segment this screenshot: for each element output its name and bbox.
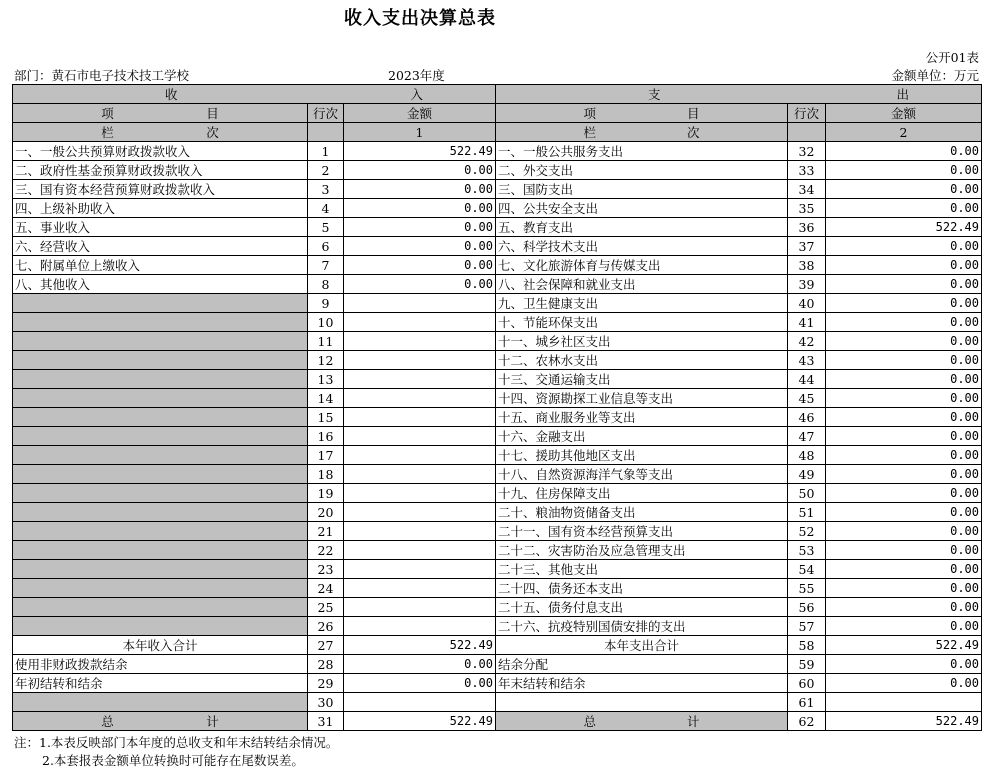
expense-amount: 0.00 — [826, 332, 982, 351]
expense-item-label: 六、科学技术支出 — [496, 237, 788, 256]
expense-item-label: 二十二、灾害防治及应急管理支出 — [496, 541, 788, 560]
expense-item-label: 二十五、债务付息支出 — [496, 598, 788, 617]
income-row-number: 7 — [308, 256, 344, 275]
table-row — [13, 427, 982, 446]
unit-label: 金额单位：万元 — [891, 68, 979, 83]
expense-item-label: 二十六、抗疫特别国债安排的支出 — [496, 617, 788, 636]
income-item-label — [13, 693, 308, 712]
income-amount — [344, 693, 496, 712]
form-number: 公开01表 — [925, 50, 979, 65]
income-item-label — [13, 427, 308, 446]
income-row-number: 11 — [308, 332, 344, 351]
year-total-row — [13, 636, 982, 655]
table-row — [13, 655, 982, 674]
income-row-number: 12 — [308, 351, 344, 370]
expense-grand-total-amount: 522.49 — [826, 712, 982, 731]
table-row — [13, 199, 982, 218]
total-char-1: 总 — [583, 713, 596, 729]
table-row — [13, 674, 982, 693]
expense-row-number: 50 — [788, 484, 826, 503]
income-amount — [344, 541, 496, 560]
expense-item-label: 十七、援助其他地区支出 — [496, 446, 788, 465]
income-row-number: 5 — [308, 218, 344, 237]
income-expense-table — [12, 84, 982, 731]
table-row — [13, 332, 982, 351]
expense-row-number: 32 — [788, 142, 826, 161]
income-amount — [344, 579, 496, 598]
income-row-number: 8 — [308, 275, 344, 294]
expense-amount: 0.00 — [826, 408, 982, 427]
table-row — [13, 161, 982, 180]
income-row-number: 20 — [308, 503, 344, 522]
expense-row-number: 45 — [788, 389, 826, 408]
expense-amount: 0.00 — [826, 256, 982, 275]
income-item-label — [13, 313, 308, 332]
income-amount — [344, 503, 496, 522]
expense-amount — [826, 693, 982, 712]
income-amount: 522.49 — [344, 142, 496, 161]
income-amount — [344, 484, 496, 503]
income-item-label — [13, 389, 308, 408]
expense-row-number: 35 — [788, 199, 826, 218]
table-row — [13, 218, 982, 237]
expense-row-number: 40 — [788, 294, 826, 313]
table-row — [13, 142, 982, 161]
income-item-label — [13, 503, 308, 522]
income-item-label: 年初结转和结余 — [13, 674, 308, 693]
income-section-header — [13, 85, 496, 104]
income-item-label: 五、事业收入 — [13, 218, 308, 237]
expense-row-number: 42 — [788, 332, 826, 351]
expense-item-label — [496, 693, 788, 712]
income-row-number: 23 — [308, 560, 344, 579]
expense-item-label: 十六、金融支出 — [496, 427, 788, 446]
income-total-row-number: 27 — [308, 636, 344, 655]
income-amount: 0.00 — [344, 674, 496, 693]
expense-amount: 0.00 — [826, 541, 982, 560]
table-row — [13, 560, 982, 579]
expense-total-label: 本年支出合计 — [496, 636, 788, 655]
table-row — [13, 484, 982, 503]
income-item-label — [13, 465, 308, 484]
expense-amount: 0.00 — [826, 389, 982, 408]
expense-row-number: 37 — [788, 237, 826, 256]
expense-item-label: 十四、资源勘探工业信息等支出 — [496, 389, 788, 408]
expense-col-number: 2 — [826, 123, 982, 142]
table-row — [13, 408, 982, 427]
expense-amount: 0.00 — [826, 199, 982, 218]
expense-row-number: 59 — [788, 655, 826, 674]
income-row-number: 17 — [308, 446, 344, 465]
expense-item-label: 十五、商业服务业等支出 — [496, 408, 788, 427]
income-row-number: 1 — [308, 142, 344, 161]
expense-amount: 0.00 — [826, 427, 982, 446]
item-head-char-1: 项 — [101, 105, 114, 121]
income-item-label: 三、国有资本经营预算财政拨款收入 — [13, 180, 308, 199]
income-item-label — [13, 408, 308, 427]
expense-amount: 0.00 — [826, 446, 982, 465]
expense-amount: 0.00 — [826, 465, 982, 484]
expense-item-label: 十、节能环保支出 — [496, 313, 788, 332]
expense-amount: 0.00 — [826, 598, 982, 617]
expense-amount: 0.00 — [826, 674, 982, 693]
expense-item-label: 二十四、债务还本支出 — [496, 579, 788, 598]
expense-row-number: 48 — [788, 446, 826, 465]
income-row-number: 2 — [308, 161, 344, 180]
item-head-char-2: 目 — [686, 105, 700, 121]
expense-section-header — [496, 85, 982, 104]
expense-item-label: 二十一、国有资本经营预算支出 — [496, 522, 788, 541]
income-amount: 0.00 — [344, 237, 496, 256]
income-row-number: 15 — [308, 408, 344, 427]
income-item-label — [13, 484, 308, 503]
note-line-1: 注：1.本表反映部门本年度的总收支和年末结转结余情况。 — [14, 735, 339, 750]
expense-row-number: 60 — [788, 674, 826, 693]
lanci-char-2: 次 — [206, 124, 219, 140]
income-amount — [344, 370, 496, 389]
income-item-label — [13, 332, 308, 351]
expense-amount: 0.00 — [826, 579, 982, 598]
table-row — [13, 389, 982, 408]
expense-amount: 0.00 — [826, 351, 982, 370]
expense-item-label: 八、社会保障和就业支出 — [496, 275, 788, 294]
expense-item-label: 十二、农林水支出 — [496, 351, 788, 370]
expense-item-label: 三、国防支出 — [496, 180, 788, 199]
expense-head-char-2: 出 — [896, 86, 909, 102]
income-item-label — [13, 294, 308, 313]
expense-row-number: 34 — [788, 180, 826, 199]
expense-amount: 0.00 — [826, 294, 982, 313]
table-row — [13, 693, 982, 712]
income-row-number: 9 — [308, 294, 344, 313]
income-grand-total-amount: 522.49 — [344, 712, 496, 731]
income-grand-total-label — [13, 712, 308, 731]
lanci-char-2: 次 — [686, 124, 700, 140]
expense-row-number: 33 — [788, 161, 826, 180]
header-row-lanci — [13, 123, 982, 142]
table-row — [13, 465, 982, 484]
income-grand-total-row-number: 31 — [308, 712, 344, 731]
expense-row-number: 36 — [788, 218, 826, 237]
expense-amount: 0.00 — [826, 655, 982, 674]
expense-amount: 522.49 — [826, 218, 982, 237]
income-item-label — [13, 370, 308, 389]
income-amount: 0.00 — [344, 655, 496, 674]
expense-row-number: 39 — [788, 275, 826, 294]
expense-item-label: 十九、住房保障支出 — [496, 484, 788, 503]
expense-row-number: 57 — [788, 617, 826, 636]
income-total-label: 本年收入合计 — [13, 636, 308, 655]
table-row — [13, 617, 982, 636]
expense-amount: 0.00 — [826, 484, 982, 503]
expense-head-char-1: 支 — [648, 86, 661, 102]
expense-item-label: 十八、自然资源海洋气象等支出 — [496, 465, 788, 484]
item-head-char-2: 目 — [206, 105, 219, 121]
expense-amount: 0.00 — [826, 370, 982, 389]
income-row-number: 3 — [308, 180, 344, 199]
table-row — [13, 503, 982, 522]
expense-amount: 0.00 — [826, 142, 982, 161]
expense-item-label: 十三、交通运输支出 — [496, 370, 788, 389]
income-amount: 0.00 — [344, 218, 496, 237]
total-char-2: 计 — [686, 713, 700, 729]
table-row — [13, 237, 982, 256]
income-item-label: 六、经营收入 — [13, 237, 308, 256]
income-amount — [344, 313, 496, 332]
income-row-number: 24 — [308, 579, 344, 598]
income-amount — [344, 465, 496, 484]
table-row — [13, 522, 982, 541]
income-lanci-header — [13, 123, 308, 142]
year-label: 2023年度 — [388, 68, 445, 83]
expense-item-label: 一、一般公共服务支出 — [496, 142, 788, 161]
expense-amount: 0.00 — [826, 617, 982, 636]
income-head-char-2: 入 — [410, 86, 423, 102]
income-item-label — [13, 351, 308, 370]
table-row — [13, 370, 982, 389]
income-amount — [344, 427, 496, 446]
table-row — [13, 180, 982, 199]
income-row-number: 6 — [308, 237, 344, 256]
income-row-number: 30 — [308, 693, 344, 712]
table-row — [13, 446, 982, 465]
income-amount — [344, 446, 496, 465]
income-total-amount: 522.49 — [344, 636, 496, 655]
table-row — [13, 294, 982, 313]
expense-row-number: 43 — [788, 351, 826, 370]
income-item-label — [13, 541, 308, 560]
expense-item-header — [496, 104, 788, 123]
income-amount: 0.00 — [344, 161, 496, 180]
income-item-label: 使用非财政拨款结余 — [13, 655, 308, 674]
income-row-number: 29 — [308, 674, 344, 693]
income-row-number: 22 — [308, 541, 344, 560]
income-amount — [344, 598, 496, 617]
expense-row-number: 47 — [788, 427, 826, 446]
income-amount: 0.00 — [344, 275, 496, 294]
expense-amount: 0.00 — [826, 560, 982, 579]
page-title: 收入支出决算总表 — [344, 8, 496, 29]
header-row-columns — [13, 104, 982, 123]
expense-row-number: 56 — [788, 598, 826, 617]
table-body — [13, 85, 982, 731]
expense-grand-total-row-number: 62 — [788, 712, 826, 731]
expense-total-amount: 522.49 — [826, 636, 982, 655]
grand-total-row — [13, 712, 982, 731]
table-row — [13, 275, 982, 294]
income-amount — [344, 294, 496, 313]
income-rowno-header: 行次 — [308, 104, 344, 123]
income-row-number: 28 — [308, 655, 344, 674]
income-item-label — [13, 598, 308, 617]
income-item-label — [13, 617, 308, 636]
expense-rowno-header: 行次 — [788, 104, 826, 123]
income-amount — [344, 408, 496, 427]
expense-item-label: 七、文化旅游体育与传媒支出 — [496, 256, 788, 275]
expense-row-number: 53 — [788, 541, 826, 560]
expense-item-label: 十一、城乡社区支出 — [496, 332, 788, 351]
expense-amount: 0.00 — [826, 522, 982, 541]
expense-total-row-number: 58 — [788, 636, 826, 655]
expense-item-label: 结余分配 — [496, 655, 788, 674]
income-head-char-1: 收 — [165, 86, 178, 102]
income-item-label — [13, 579, 308, 598]
expense-row-number: 54 — [788, 560, 826, 579]
expense-item-label: 九、卫生健康支出 — [496, 294, 788, 313]
expense-row-number: 46 — [788, 408, 826, 427]
income-amount — [344, 351, 496, 370]
income-item-label: 二、政府性基金预算财政拨款收入 — [13, 161, 308, 180]
expense-row-number: 55 — [788, 579, 826, 598]
income-amount — [344, 389, 496, 408]
income-item-label — [13, 446, 308, 465]
income-amount: 0.00 — [344, 199, 496, 218]
income-item-label: 四、上级补助收入 — [13, 199, 308, 218]
income-item-label: 八、其他收入 — [13, 275, 308, 294]
income-amount: 0.00 — [344, 180, 496, 199]
expense-amount: 0.00 — [826, 180, 982, 199]
department-label: 部门：黄石市电子技术技工学校 — [14, 68, 190, 83]
item-head-char-1: 项 — [583, 105, 596, 121]
income-item-label — [13, 560, 308, 579]
header-row-sections — [13, 85, 982, 104]
expense-item-label: 年末结转和结余 — [496, 674, 788, 693]
income-item-header — [13, 104, 308, 123]
income-row-number: 10 — [308, 313, 344, 332]
lanci-char-1: 栏 — [101, 124, 114, 140]
income-row-number: 19 — [308, 484, 344, 503]
income-item-label — [13, 522, 308, 541]
expense-row-number: 41 — [788, 313, 826, 332]
income-row-number: 25 — [308, 598, 344, 617]
expense-amount: 0.00 — [826, 503, 982, 522]
total-char-2: 计 — [206, 713, 219, 729]
income-amount: 0.00 — [344, 256, 496, 275]
income-row-number: 26 — [308, 617, 344, 636]
expense-row-number: 49 — [788, 465, 826, 484]
table-row — [13, 579, 982, 598]
income-amount — [344, 617, 496, 636]
expense-item-label: 五、教育支出 — [496, 218, 788, 237]
income-amount — [344, 522, 496, 541]
income-amount-header: 金额 — [344, 104, 496, 123]
income-row-number: 13 — [308, 370, 344, 389]
expense-item-label: 四、公共安全支出 — [496, 199, 788, 218]
lanci-char-1: 栏 — [583, 124, 596, 140]
total-char-1: 总 — [101, 713, 114, 729]
expense-item-label: 二、外交支出 — [496, 161, 788, 180]
table-row — [13, 598, 982, 617]
expense-item-label: 二十、粮油物资储备支出 — [496, 503, 788, 522]
income-lanci-blank — [308, 123, 344, 142]
expense-lanci-header — [496, 123, 788, 142]
income-row-number: 18 — [308, 465, 344, 484]
table-row — [13, 351, 982, 370]
expense-lanci-blank — [788, 123, 826, 142]
expense-amount: 0.00 — [826, 275, 982, 294]
expense-amount: 0.00 — [826, 313, 982, 332]
income-col-number: 1 — [344, 123, 496, 142]
income-row-number: 16 — [308, 427, 344, 446]
income-amount — [344, 332, 496, 351]
expense-row-number: 38 — [788, 256, 826, 275]
income-amount — [344, 560, 496, 579]
income-item-label: 七、附属单位上缴收入 — [13, 256, 308, 275]
expense-row-number: 52 — [788, 522, 826, 541]
income-item-label: 一、一般公共预算财政拨款收入 — [13, 142, 308, 161]
table-row — [13, 256, 982, 275]
note-line-2: 2.本套报表金额单位转换时可能存在尾数误差。 — [42, 753, 304, 768]
expense-row-number: 44 — [788, 370, 826, 389]
table-row — [13, 313, 982, 332]
expense-grand-total-label — [496, 712, 788, 731]
expense-item-label: 二十三、其他支出 — [496, 560, 788, 579]
notes — [14, 734, 338, 770]
income-row-number: 14 — [308, 389, 344, 408]
expense-amount: 0.00 — [826, 237, 982, 256]
income-row-number: 21 — [308, 522, 344, 541]
expense-amount-header: 金额 — [826, 104, 982, 123]
table-row — [13, 541, 982, 560]
expense-amount: 0.00 — [826, 161, 982, 180]
expense-row-number: 61 — [788, 693, 826, 712]
expense-row-number: 51 — [788, 503, 826, 522]
income-row-number: 4 — [308, 199, 344, 218]
